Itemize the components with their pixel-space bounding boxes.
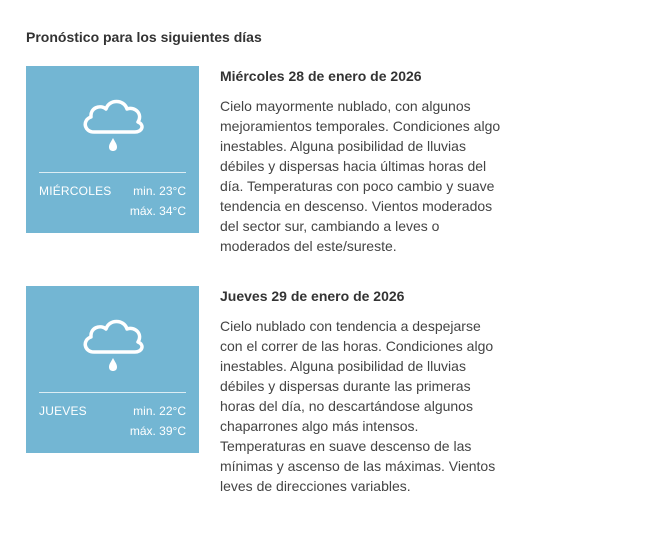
day-title: Miércoles 28 de enero de 2026	[220, 68, 422, 84]
card-divider	[39, 392, 186, 393]
card-day-label: MIÉRCOLES	[39, 184, 112, 198]
section-title: Pronóstico para los siguientes días	[26, 29, 262, 45]
day-description: Cielo nublado con tendencia a despejarse con el correr de las horas. Condiciones algo inestables. Alguna posibilidad de lluvias débiles y dispersas durante las primeras horas del día, no descartándose algunos chaparrones algo más intensos. Temperaturas en suave descenso de las mínimas y ascenso de las máximas. Vientos leves de direcciones variables.	[220, 318, 496, 494]
card-day-label: JUEVES	[39, 404, 87, 418]
forecast-card	[26, 66, 199, 233]
forecast-card	[26, 286, 199, 453]
max-temperature: máx. 34°C	[129, 204, 186, 218]
min-temperature: min. 23°C	[133, 184, 186, 198]
cloud-rain-icon	[78, 94, 148, 154]
cloud-rain-icon	[78, 314, 148, 374]
card-divider	[39, 172, 186, 173]
min-temperature: min. 22°C	[133, 404, 186, 418]
day-title: Jueves 29 de enero de 2026	[220, 288, 405, 304]
max-temperature: máx. 39°C	[129, 424, 186, 438]
day-description: Cielo mayormente nublado, con algunos mejoramientos temporales. Condiciones algo inestables. Alguna posibilidad de lluvias débiles y dispersas hacia últimas horas del día. Temperaturas con poco cambio y suave tendencia en descenso. Vientos moderados del sector sur, cambiando a leves o moderados del este/sureste.	[220, 98, 501, 254]
